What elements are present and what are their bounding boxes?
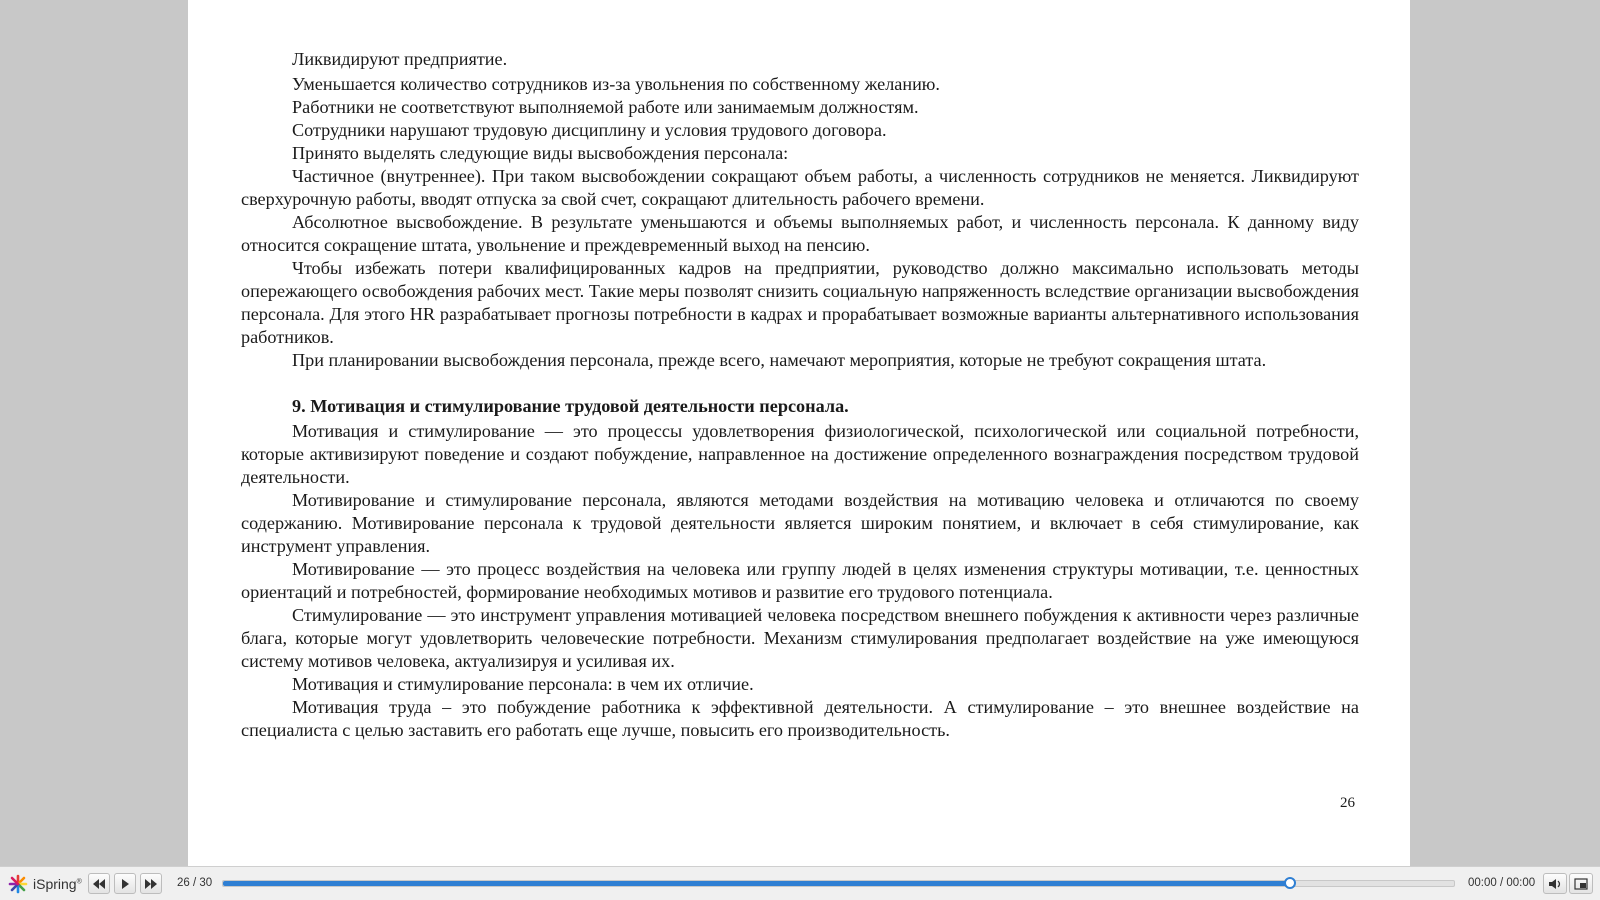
paragraph: Ликвидируют предприятие.	[292, 49, 508, 69]
rewind-button[interactable]	[88, 873, 110, 894]
paragraph: Работники не соответствуют выполняемой работе или занимаемым должностям.	[292, 97, 919, 117]
paragraph: Мотивация и стимулирование персонала: в чем их отличие.	[292, 674, 754, 694]
progress-fill	[223, 881, 1290, 886]
paragraph: Частичное (внутреннее). При таком высвобождении сокращают объем работы, а численность сотрудников не меняется. Ликвидируют сверхурочную работы, вводят отпуска за свой счет, сокращают длительность рабочего времени.	[241, 166, 1359, 209]
paragraph: Мотивирование — это процесс воздействия на человека или группу людей в целях изменения структуры мотивации, т.е. ценностных ориентаций и потребностей, формирование необходимых мотивов и развитие его трудового потенциала.	[241, 559, 1359, 602]
brand-name: iSpring®	[33, 876, 82, 892]
paragraph: Чтобы избежать потери квалифицированных кадров на предприятии, руководство должно максимально использовать методы опережающего освобождения рабочих мест. Такие меры позволят снизить социальную напряженность вследствие организации высвобождения персонала. Для этого HR разрабатывает прогнозы потребности в кадрах и прорабатывает возможные варианты альтернативного использования работников.	[241, 258, 1359, 347]
paragraph: Мотивация труда – это побуждение работника к эффективной деятельности. А стимулирование – это внешнее воздействие на специалиста с целью заставить его работать еще лучше, повысить его производительность.	[241, 697, 1359, 740]
player-toolbar	[0, 866, 1600, 900]
volume-icon	[1548, 878, 1562, 890]
fast-forward-icon	[145, 879, 157, 889]
volume-button[interactable]	[1543, 873, 1567, 894]
rewind-icon	[93, 879, 105, 889]
document-page	[188, 0, 1410, 866]
paragraph: Уменьшается количество сотрудников из-за увольнения по собственному желанию.	[292, 74, 940, 94]
ispring-logo	[8, 874, 82, 894]
paragraph: Мотивация и стимулирование — это процессы удовлетворения физиологической, психологической или социальной потребности, которые активизируют поведение и создают побуждение, направленное на достижение определенного вознаграждения посредством трудовой деятельности.	[241, 421, 1359, 487]
page-number: 26	[1340, 795, 1355, 811]
fast-forward-button[interactable]	[140, 873, 162, 894]
paragraph: Сотрудники нарушают трудовую дисциплину и условия трудового договора.	[292, 120, 887, 140]
fullscreen-button[interactable]	[1569, 873, 1593, 894]
paragraph: Абсолютное высвобождение. В результате уменьшаются и объемы выполняемых работ, и численность персонала. К данному виду относится сокращение штата, увольнение и преждевременный выход на пенсию.	[241, 212, 1359, 255]
section-heading: 9. Мотивация и стимулирование трудовой деятельности персонала.	[292, 396, 849, 416]
paragraph: Мотивирование и стимулирование персонала, являются методами воздействия на мотивацию человека и отличаются по своему содержанию. Мотивирование персонала к трудовой деятельности является широким понятием, и включает в себя стимулирование, как инструмент управления.	[241, 490, 1359, 556]
play-icon	[119, 879, 131, 889]
ispring-logo-icon	[8, 874, 28, 894]
play-button[interactable]	[114, 873, 136, 894]
paragraph: При планировании высвобождения персонала, прежде всего, намечают мероприятия, которые не требуют сокращения штата.	[292, 350, 1267, 370]
time-display: 00:00 / 00:00	[1468, 877, 1536, 889]
paragraph: Стимулирование — это инструмент управления мотивацией человека посредством внешнего побуждения к активности через различные блага, которые могут удовлетворить человеческие потребности. Механизм стимулирования предполагает воздействие на уже имеющуюся систему мотивов человека, актуализируя и усиливая их.	[241, 605, 1359, 671]
slide-counter: 26 / 30	[177, 877, 213, 889]
page-content	[241, 48, 1359, 742]
progress-bar[interactable]	[222, 880, 1455, 887]
progress-handle[interactable]	[1284, 877, 1296, 889]
fullscreen-icon	[1574, 878, 1588, 890]
paragraph: Принято выделять следующие виды высвобождения персонала:	[292, 143, 789, 163]
